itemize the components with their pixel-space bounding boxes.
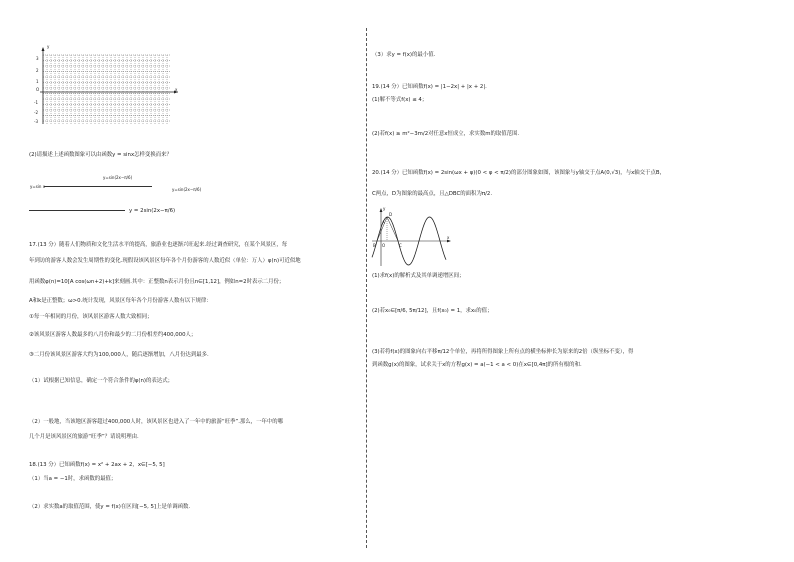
grid-tick-2: 2 (36, 68, 39, 73)
transform-start-label: y=sin x (30, 184, 46, 189)
triangle-dc (387, 217, 398, 241)
q16-part2: (2)请描述上述函数图象可以由函数y = sinx怎样变换而来？ (29, 152, 172, 158)
q19-line1: 19.(14 分）已知函数f(x) = |1−2x| + |x + 2|. (372, 84, 487, 90)
q17-line1: 17.(13 分）随着人们物质和文化生活水平的提高，旅游业也逐渐兴旺起来.经过调查研究，在某个风景区，每 (29, 242, 288, 248)
q20-line2: C两点，D为图象的最高点，且△DBC的面积为π/2. (372, 191, 493, 197)
fig-y-arrow (380, 208, 383, 212)
fig-label-B: B (373, 243, 376, 248)
q20-part1: (1)求f(x)的解析式及其单调递增区间； (372, 273, 465, 279)
q19-part1: (1)解不等式f(x) ≤ 4； (372, 97, 428, 103)
transform-end-label: y = 2sin(2x−π/6) (129, 208, 176, 214)
transform-top-label: y=sin(2x−π/6) (103, 175, 133, 180)
grid-tick-3: 3 (36, 56, 39, 61)
grid-tick-1: 1 (36, 79, 39, 84)
q17-line4: A和k是正整数；ω>0.统计发现，风景区每年各个月份游客人数有以下规律： (29, 298, 212, 304)
fig-label-O: O (382, 243, 386, 248)
fig-label-D: D (389, 212, 393, 217)
q18-part3: （3）求y = f(x)的最小值. (372, 52, 436, 58)
q17-line3: 用函数φ(n)=10[A cos(ωn+2)+k]来刻画.其中：正整数n表示月份且n∈[1,12]，例如n=2时表示二月份； (29, 279, 285, 285)
q19-part2: (2)若f(x) ≥ m²−3m/2对任意x恒成立，求实数m的取值范围. (372, 131, 520, 137)
q17-part2-line1: （2）一般地，当该地区游客超过400,000人时，该风景区也进入了一年中的旅游“旺季”.那么，一年中的哪 (29, 419, 284, 425)
fig-label-y: y (383, 206, 386, 211)
grid-tick-neg3: -3 (34, 119, 38, 124)
fig-label-x: x (447, 235, 450, 240)
q20-part3-line1: (3)若将f(x)的图象向右平移π/12个单位，再将所得图象上所有点的横坐标伸长为原来的2倍（纵坐标不变），得 (372, 349, 634, 355)
grid-y-label: y (47, 44, 50, 49)
q17-rule1: ①每一年相同的月份，该风景区游客人数大致相同； (29, 314, 153, 320)
fig-label-C: C (399, 243, 402, 248)
q18-line1: 18.(13 分）已知函数f(x) = x² + 2ax + 2，x∈[−5, 5] (29, 462, 165, 468)
transform-mid-label: y=sin(2x−π/6) (172, 187, 202, 192)
grid-tick-neg1: -1 (34, 100, 38, 105)
q20-part3-line2: 到函数g(x)的图象，试求关于x的方程g(x) = a(−1 < a < 0)在x∈[0,4π]的所有根的和. (372, 362, 582, 368)
q18-part1: （1）当a = −1时，求函数的最值； (29, 476, 117, 482)
fig-label-A: A (382, 220, 385, 225)
grid-tick-neg2: -2 (34, 110, 38, 115)
q20-part2: (2)若x₀∈[π/6, 5π/12]，且f(x₀) = 1，求x₀的值； (372, 308, 493, 314)
grid-x-label: x (175, 87, 178, 92)
q17-part1: （1）试根据已知信息，确定一个符合条件的φ(n)的表达式； (29, 378, 173, 384)
q20-line1: 20.(14 分）已知函数f(x) = 2sin(ωx + φ)(0 < φ < π/2)的部分图象如图，该图象与y轴交于点A(0,√3)，与x轴交于点B， (372, 170, 665, 176)
grid-origin-label: O (36, 87, 40, 92)
q18-part2: （2）求实数a的取值范围，使y = f(x)在区间[−5, 5]上是单调函数. (29, 504, 191, 510)
q17-line2: 年到访的游客人数会发生周期性的变化.现假设该风景区每年各个月份游客的人数近似（单位：万人）φ(n)可近似地 (29, 258, 301, 264)
q17-rule2: ②该风景区游客人数最多的八月份和最少的二月份相差约400,000人； (29, 332, 197, 338)
q17-part2-line2: 几个月是该风景区的旅游“旺季”？请说明理由. (29, 434, 139, 440)
q17-rule3: ③二月份该风景区游客大约为100,000人，随后逐渐增加，八月份达到最多. (29, 352, 209, 358)
